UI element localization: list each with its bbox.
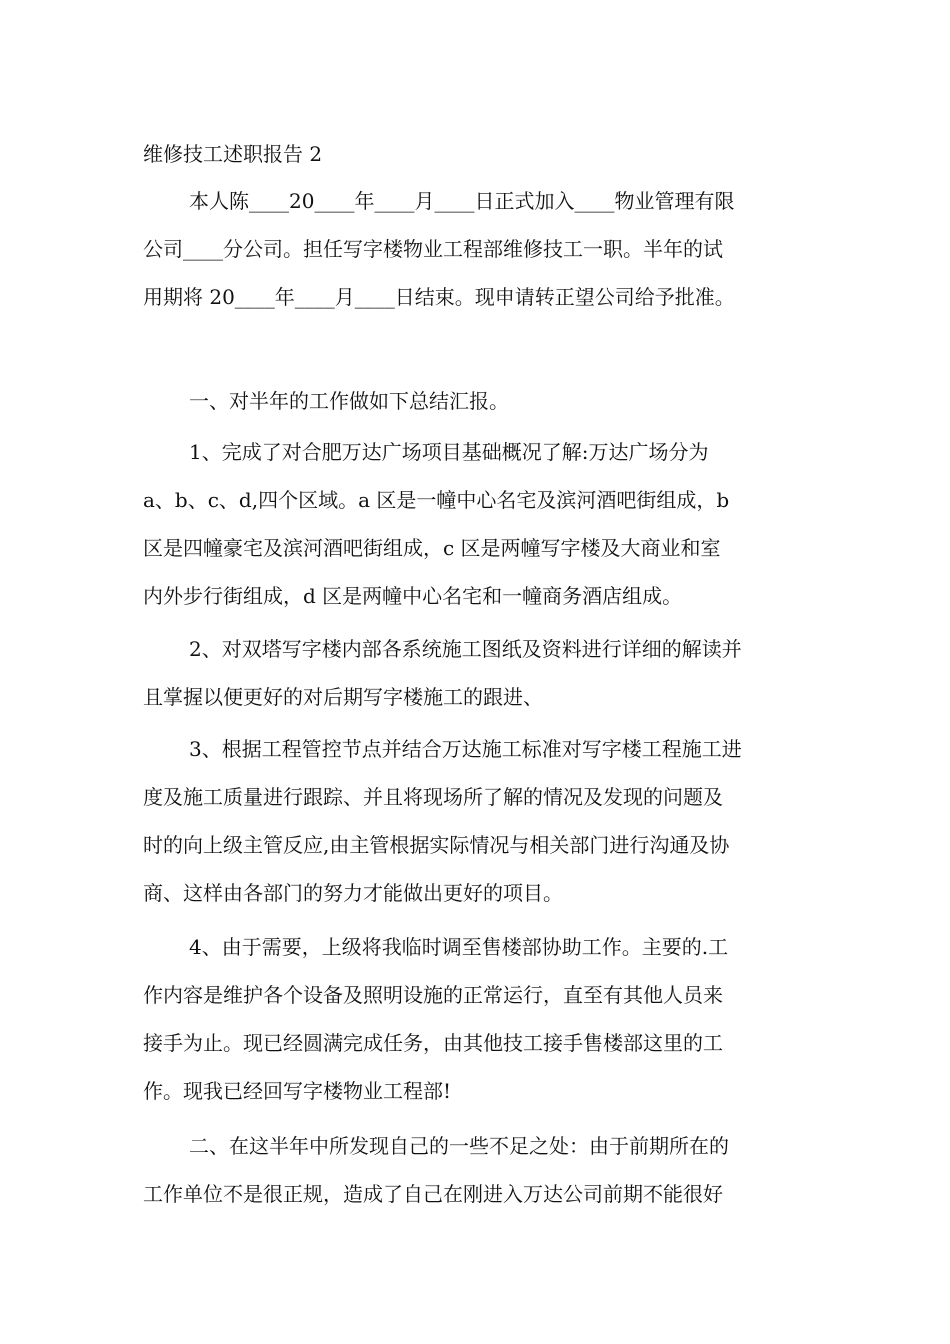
paragraph-line: 区是四幢豪宅及滨河酒吧街组成，c 区是两幢写字楼及大商业和室 [143,536,721,560]
paragraph-line: 时的向上级主管反应,由主管根据实际情况与相关部门进行沟通及协 [143,833,730,857]
paragraph-item-3 [143,725,813,917]
paragraph-line: 公司____分公司。担任写字楼物业工程部维修技工一职。半年的试 [143,237,723,261]
paragraph-line: 作内容是维护各个设备及照明设施的正常运行，直至有其他人员来 [143,983,723,1007]
paragraph-line: 度及施工质量进行跟踪、并且将现场所了解的情况及发现的问题及 [143,785,723,809]
document-title: 维修技工述职报告 2 [143,142,323,166]
paragraph-line: 2、对双塔写字楼内部各系统施工图纸及资料进行详细的解读并 [189,637,742,661]
paragraph-item-4 [143,923,813,1115]
paragraph-intro [143,177,813,321]
paragraph-line: 1、完成了对合肥万达广场项目基础概况了解:万达广场分为 [189,440,709,464]
paragraph-line: 一、对半年的工作做如下总结汇报。 [189,389,509,413]
paragraph-line: 工作单位不是很正规，造成了自己在刚进入万达公司前期不能很好 [143,1182,723,1206]
paragraph-line: a、b、c、d,四个区域。a 区是一幢中心名宅及滨河酒吧街组成，b [143,488,730,512]
paragraph-line: 4、由于需要，上级将我临时调至售楼部协助工作。主要的.工 [189,935,729,959]
paragraph-item-2 [143,625,813,721]
paragraph-line: 商、这样由各部门的努力才能做出更好的项目。 [143,881,563,905]
paragraph-line: 本人陈____20____年____月____日正式加入____物业管理有限 [189,189,735,213]
section-heading-1 [143,377,813,425]
paragraph-line: 用期将 20____年____月____日结束。现申请转正望公司给予批准。 [143,285,735,309]
paragraph-line: 二、在这半年中所发现自己的一些不足之处：由于前期所在的 [189,1134,729,1158]
paragraph-line: 内外步行街组成，d 区是两幢中心名宅和一幢商务酒店组成。 [143,584,683,608]
paragraph-line: 作。现我已经回写字楼物业工程部! [143,1079,452,1103]
paragraph-line: 接手为止。现已经圆满完成任务，由其他技工接手售楼部这里的工 [143,1031,723,1055]
paragraph-item-1 [143,428,813,620]
paragraph-line: 且掌握以便更好的对后期写字楼施工的跟进、 [143,685,543,709]
section-heading-2 [143,1122,813,1218]
paragraph-line: 3、根据工程管控节点并结合万达施工标准对写字楼工程施工进 [189,737,742,761]
